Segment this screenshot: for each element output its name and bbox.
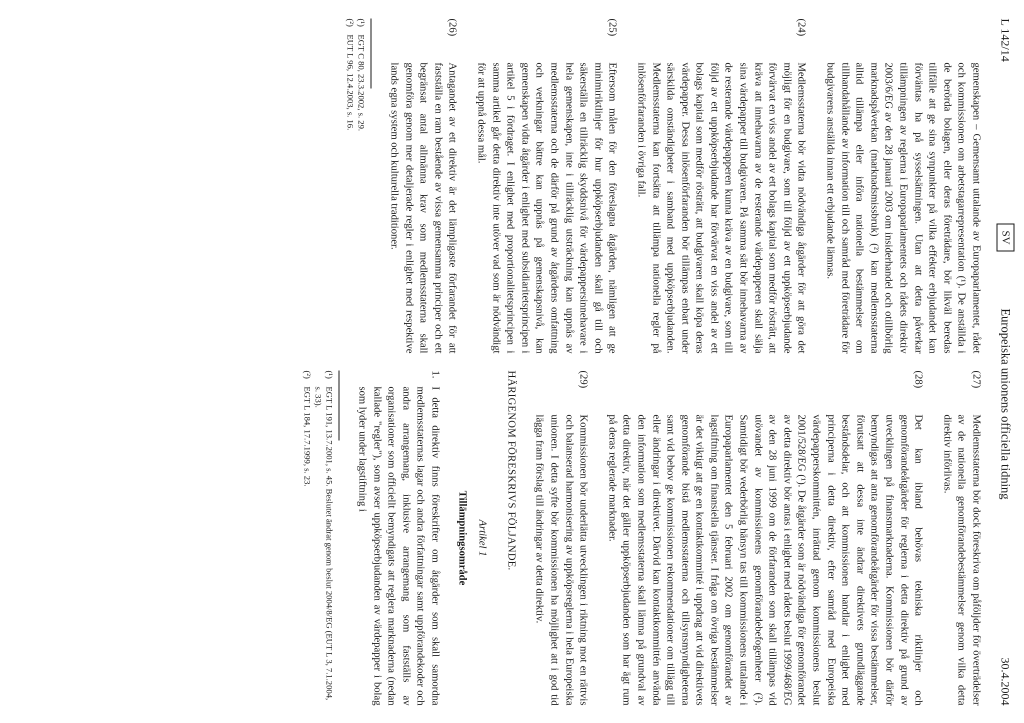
footnote [301, 370, 312, 705]
footnote-divider [338, 370, 339, 440]
left-column [344, 18, 982, 353]
footnote-mark: (²) [302, 370, 313, 379]
language-badge: SV [996, 223, 1014, 251]
right-column [301, 370, 982, 705]
page-header [994, 18, 1014, 705]
footnote-mark: (¹) [324, 370, 335, 379]
recital-number: (27) [970, 370, 981, 388]
footnote [344, 18, 355, 353]
article-paragraph-text: I detta direktiv finns föreskrifter om åtgärder som skall samordna medlemsstaternas lagar och andra författningar samt uppförandekoder och andra arrangemang, inklusive arrangemang som fastställs av organisationer som officiellt bemyndigats att reglera marknaderna (nedan kallade "regler"), som avser uppköpserbjudanden av värdepapper i bolag som lyder under lagstiftning i [356, 386, 440, 705]
recital-24 [632, 18, 807, 353]
footnote [355, 18, 366, 353]
recital-text: Antagandet av ett direktiv är det lämpligaste förfarandet för att fastställa en ram bestående av vissa gemensamma principer och ett begränsat antal allmänna krav som medlemsstaterna skall genomföra genom mer detaljerade regler i enlighet med respektive lands egna system och kulturella traditioner. [388, 62, 458, 353]
page-reference: L 142/14 [998, 18, 1012, 62]
recital-number: (26) [446, 18, 458, 36]
recital-text: Det kan ibland behövas tekniska riktlinjer och genomförandeåtgärder för reglerna i detta direktiv på grund av utvecklingen på finansmarknaderna. Kommissionen bör därför bemyndigas att anta genomförandeåtgärder för vissa bestämmelser, förutsatt att dessa inte ändrar direktivets grundläggande beståndsdelar, och att kommissionen handlar i enlighet med principerna i detta direktiv, efter samråd med Europeiska värdepapperskommittén, inrättad genom kommissionens beslut 2001/528/EG (¹). De åtgärder som är nödvändiga för genomförandet av detta direktiv bör antas i enlighet med rådets beslut 1999/468/EG av den 28 juni 1999 om de förfaranden som skall tillämpas vid utövandet av kommissionens genomförandebefogenheter (²). Samtidigt bör vederbörlig hänsyn tas till kommissionens uttalande i Europaparlamentet den 5 februari 2002 om genomförandet av lagstiftning om finansiella tjänster. I fråga om övriga bestämmelser är det viktigt att ge en kontaktkommitté i uppdrag att vid direktivets genomförande bistå medlemsstaterna och tillsynsmyndigheterna samt vid behov ge kommissionen rekommendationer om tillägg till eller ändringar i direktivet. Därvid kan kontaktkommittén använda den information som medlemsstaterna skall lämna på grundval av detta direktiv, när det gäller uppköpserbjudanden som har ägt rum på deras reglerade marknader. [605, 414, 924, 705]
recital-text: Medlemsstaterna bör vidta nödvändiga åtgärder för att göra det möjligt för en budgivare, som till följd av ett uppköpserbjudande förvärvat en viss andel av ett bolags kapital som medför rösträtt, att kräva att innehavarna av de resterande värdepapperen skall sälja sina värdepapper till budgivaren. På samma sätt bör innehavarna av de resterande värdepapperen kunna kräva av en budgivare, som till följd av ett uppköpserbjudande har förvärvat en viss andel av ett bolags kapital som medför rösträtt, att budgivaren skall köpa deras värdepapper. Dessa inlösenförfaranden bör tillämpas enbart under särskilda omständigheter i samband med uppköpserbjudanden. Medlemsstaterna kan fortsätta att tillämpa nationella regler på inlösenförfaranden i övriga fall. [634, 62, 807, 353]
journal-title: Europeiska unionens officiella tidning [998, 308, 1012, 500]
footnote-text: EGT L 184, 17.7.1999, s. 23. [302, 386, 313, 487]
recital-28 [603, 370, 924, 705]
article-number: Artikel 1 [476, 519, 488, 556]
footnote [312, 370, 334, 705]
recital-text: Kommissionen bör underlätta utvecklingen i riktning mot en rättvis och balanserad harmonisering av uppköpsreglerna i hela Europeiska unionen. I detta syfte bör kommissionen ha möjlighet att i god tid lägga fram förslag till ändringar av detta direktiv. [533, 414, 589, 705]
article-title: Tillämpningsområde [455, 490, 467, 585]
publication-date: 30.4.2004 [998, 657, 1012, 705]
recital-text: Medlemsstaterna bör dock föreskriva om påföljder för överträdelser av de nationella genomförandebestämmelser genom vilka detta direktiv införlivas. [940, 414, 981, 705]
article-paragraph [353, 370, 441, 705]
recital-29 [531, 370, 589, 705]
recital-number: (28) [912, 370, 924, 388]
continued-recital [821, 18, 982, 353]
recital-number: (25) [606, 18, 618, 36]
footnote-divider [370, 18, 371, 88]
enacting-formula: HÄRIGENOM FÖRESKRIVS FÖLJANDE. [504, 370, 516, 570]
footnote-mark: (¹) [356, 18, 367, 27]
recital-text: gemenskapen – Gemensamt uttalande av Europaparlamentet, rådet och kommissionen om arbetstagarrepresentation (¹). De anställda i de berörda bolagen, eller deras företrädare, bör likväl beredas tillfälle att ge sina synpunkter på vilka effekter erbjudandet kan förväntas ha på sysselsättningen. Utan att detta påverkar tillämpningen av reglerna i Europaparlamentets och rådets direktiv 2003/6/EG av den 28 januari 2003 om insiderhandel och otillbörlig marknadspåverkan (marknadsmissbruk) (²) kan medlemsstaterna alltid tillämpa eller införa nationella bestämmelser om tillhandahållande av information till och samråd med företrädare för budgivarens anställda innan ett erbjudande lämnas. [824, 62, 981, 353]
article-paragraph-number: 1. [429, 370, 440, 378]
recital-27 [938, 370, 982, 705]
recital-number: (24) [795, 18, 807, 36]
footnote-text: EGT C 80, 23.3.2002, s. 29. [356, 34, 367, 131]
recital-number: (29) [577, 370, 589, 388]
recital-25 [472, 18, 618, 353]
footnote-text: EGT L 191, 13.7.2001, s. 45. Beslutet ändrat genom beslut 2004/8/EG (EUT L 3, 7.1.2004, s. 33). [313, 386, 335, 700]
recital-text: Eftersom målen för den föreslagna åtgärden, nämligen att ge minimiriktlinjer för hur uppköpserbjudanden skall gå till och säkerställa en tillräcklig skyddsnivå för värdepappersinnehavare i hela gemenskapen, inte i tillräcklig utsträckning kan uppnås av medlemsstaterna och de därför på grund av åtgärdens omfattning och verkningar bättre kan uppnås på gemenskapsnivå, kan gemenskapen vidta åtgärder i enlighet med subsidiaritetsprincipen i artikel 5 i fördraget. I enlighet med proportionalitetsprincipen i samma artikel går detta direktiv inte utöver vad som är nödvändigt för att uppnå dessa mål. [475, 62, 618, 353]
footnote-mark: (²) [345, 18, 356, 27]
footnote-text: EUT L 96, 12.4.2003, s. 16. [345, 34, 356, 130]
recital-26 [385, 18, 458, 353]
